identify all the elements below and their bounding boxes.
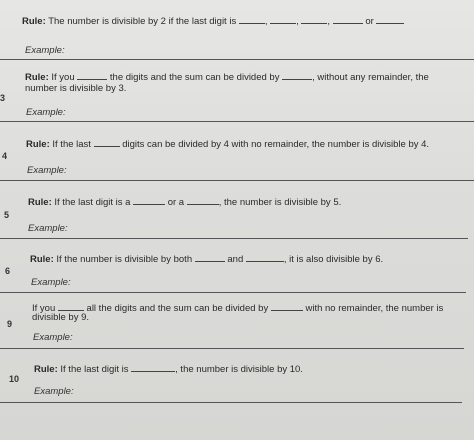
rule-text: , the number is divisible by 10. bbox=[175, 364, 303, 375]
rule-9-line2: divisible by 9. bbox=[32, 312, 90, 323]
answer-blank[interactable] bbox=[282, 70, 312, 80]
example-line bbox=[0, 348, 464, 349]
example-line bbox=[0, 402, 462, 403]
rule-text: and bbox=[227, 254, 244, 265]
rule-9 bbox=[32, 301, 443, 315]
rule-3 bbox=[25, 70, 429, 84]
or-word: or bbox=[365, 16, 374, 27]
example-label: Example: bbox=[27, 165, 67, 176]
rule-2 bbox=[22, 14, 404, 28]
example-label: Example: bbox=[33, 332, 73, 343]
answer-blank[interactable] bbox=[301, 14, 327, 24]
rule-label: Rule: bbox=[28, 197, 52, 208]
rule-number: 3 bbox=[0, 93, 6, 103]
rule-label: Rule: bbox=[25, 72, 49, 83]
rule-text: , the number is divisible by 5. bbox=[218, 197, 342, 208]
answer-blank[interactable] bbox=[131, 362, 175, 372]
rule-text: If you bbox=[51, 72, 75, 83]
separator: , bbox=[296, 16, 299, 27]
example-label: Example: bbox=[25, 45, 65, 56]
rule-label: Rule: bbox=[26, 139, 50, 150]
rule-number: 5 bbox=[4, 210, 10, 220]
answer-blank[interactable] bbox=[195, 252, 225, 262]
rule-text: If the last digit is bbox=[60, 364, 129, 375]
rule-text: all the digits and the sum can be divided by bbox=[86, 303, 269, 314]
example-line bbox=[0, 121, 474, 122]
answer-blank[interactable] bbox=[77, 70, 107, 80]
rule-6 bbox=[30, 252, 383, 266]
answer-blank[interactable] bbox=[58, 301, 84, 311]
rule-label: Rule: bbox=[30, 254, 54, 265]
rule-label: Rule: bbox=[34, 364, 58, 375]
rule-text: , without any remainder, the bbox=[312, 72, 429, 83]
example-label: Example: bbox=[26, 107, 66, 118]
rule-number: 9 bbox=[7, 319, 13, 329]
example-line bbox=[0, 180, 474, 181]
rule-text: with no remainder, the number is bbox=[305, 303, 444, 314]
answer-blank[interactable] bbox=[239, 14, 265, 24]
separator: , bbox=[264, 16, 268, 27]
answer-blank[interactable] bbox=[333, 14, 363, 24]
example-line bbox=[0, 59, 474, 60]
rule-text: If the number is divisible by both bbox=[56, 254, 193, 265]
rule-text: If the last bbox=[52, 139, 91, 150]
rule-number: 10 bbox=[9, 374, 20, 384]
rule-text: , it is also divisible by 6. bbox=[283, 254, 384, 265]
example-label: Example: bbox=[34, 386, 74, 397]
rule-3-line2: number is divisible by 3. bbox=[25, 83, 127, 94]
rule-text: or a bbox=[167, 197, 185, 208]
rule-text: digits can be divided by 4 with no remainder, the number is divisible by 4. bbox=[122, 139, 430, 150]
answer-blank[interactable] bbox=[187, 195, 219, 205]
rule-text: If you bbox=[32, 303, 56, 314]
answer-blank[interactable] bbox=[271, 301, 303, 311]
rule-4 bbox=[26, 137, 429, 151]
rule-number: 6 bbox=[5, 266, 11, 276]
example-label: Example: bbox=[31, 277, 71, 288]
rule-5 bbox=[28, 195, 341, 209]
answer-blank[interactable] bbox=[94, 137, 120, 147]
separator: , bbox=[327, 16, 331, 27]
rule-10 bbox=[34, 362, 303, 376]
example-label: Example: bbox=[28, 223, 68, 234]
rule-text: If the last digit is a bbox=[54, 197, 131, 208]
answer-blank[interactable] bbox=[246, 252, 284, 262]
answer-blank[interactable] bbox=[376, 14, 404, 24]
rule-label: Rule: bbox=[22, 16, 46, 27]
example-line bbox=[0, 238, 468, 239]
rule-number: 4 bbox=[2, 151, 8, 161]
rule-text: The number is divisible by 2 if the last digit is bbox=[48, 16, 237, 27]
example-line bbox=[0, 292, 466, 293]
rule-text: the digits and the sum can be divided by bbox=[109, 72, 280, 83]
answer-blank[interactable] bbox=[133, 195, 165, 205]
answer-blank[interactable] bbox=[270, 14, 296, 24]
